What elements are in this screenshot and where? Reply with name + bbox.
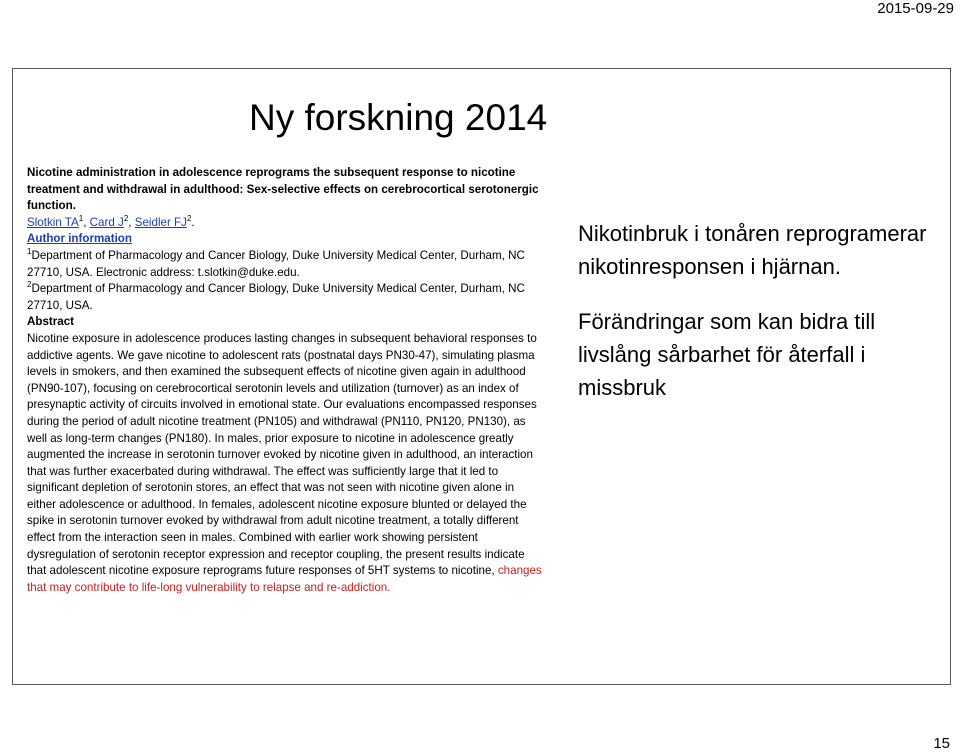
author-link-card[interactable]: Card J bbox=[89, 215, 124, 229]
affiliation-2-sup: 2 bbox=[27, 280, 32, 290]
author-link-slotkin[interactable]: Slotkin TA bbox=[27, 215, 79, 229]
author-sup: 2 bbox=[123, 213, 129, 223]
abstract-body bbox=[27, 331, 545, 597]
affiliation-1-text: Department of Pharmacology and Cancer Biology, Duke University Medical Center, Durham, NC 27710, USA. Electronic address: t.slotkin@duke.edu. bbox=[27, 248, 525, 279]
author-end: . bbox=[191, 215, 195, 229]
author-information-link[interactable]: Author information bbox=[27, 232, 132, 246]
affiliation-1-sup: 1 bbox=[27, 247, 32, 257]
abstract-main-text: Nicotine exposure in adolescence produces lasting changes in subsequent behavioral responses to addictive agents. We gave nicotine to adolescent rats (postnatal days PN30-47), simulating plasma levels in smokers, and then examined the subsequent effects of nicotine given again in adulthood (PN90-107), focusing on cerebrocortical serotonin levels and utilization (turnover) as an index of presynaptic activity of circuits involved in emotional state. Our evaluations encompassed responses during the period of adult nicotine treatment (PN105) and withdrawal (PN110, PN120, PN130), as well as long-term changes (PN180). In males, prior exposure to nicotine in adolescence greatly augmented the increase in serotonin turnover evoked by nicotine given in adulthood, an interaction that was further exacerbated during withdrawal. The effect was sufficiently large that it led to significant depletion of serotonin stores, an effect that was not seen with nicotine given alone in either adolescence or adulthood. In females, adolescent nicotine exposure blunted or delayed the spike in serotonin turnover evoked by withdrawal from adult nicotine treatment, a totally different effect from the interaction seen in males. Combined with earlier work showing persistent dysregulation of serotonin receptor expression and receptor coupling, the present results indicate that adolescent nicotine exposure reprograms future responses of 5HT systems to nicotine, bbox=[27, 331, 537, 578]
author-link-seidler[interactable]: Seidler FJ bbox=[134, 215, 187, 229]
affiliation-1 bbox=[27, 248, 545, 281]
slide-frame bbox=[12, 68, 951, 685]
page-number: 15 bbox=[933, 735, 950, 752]
article-title: Nicotine administration in adolescence reprograms the subsequent response to nicotine treatment and withdrawal in adulthood: Sex-selective effects on cerebrocortical serotonergic function. bbox=[27, 166, 539, 213]
summary-point-1: Nikotinbruk i tonåren reprogramerar nikotinresponsen i hjärnan. bbox=[578, 221, 927, 279]
author-sup: 2 bbox=[186, 213, 192, 223]
abstract-heading: Abstract bbox=[27, 315, 75, 329]
swedish-summary bbox=[578, 217, 938, 426]
author-separator: , bbox=[128, 215, 135, 229]
author-list bbox=[27, 215, 545, 232]
abstract-block bbox=[27, 165, 545, 596]
author-sup: 1 bbox=[78, 213, 84, 223]
date-stamp: 2015-09-29 bbox=[877, 0, 954, 17]
abstract-highlight: changes that may contribute to life-long vulnerability to relapse and re-addiction. bbox=[27, 564, 542, 594]
summary-point-2: Förändringar som kan bidra till livslång sårbarhet för återfall i missbruk bbox=[578, 309, 876, 400]
author-separator: , bbox=[83, 215, 90, 229]
affiliation-2 bbox=[27, 281, 545, 314]
slide-title: Ny forskning 2014 bbox=[249, 97, 548, 138]
affiliation-2-text: Department of Pharmacology and Cancer Biology, Duke University Medical Center, Durham, NC 27710, USA. bbox=[27, 282, 525, 312]
